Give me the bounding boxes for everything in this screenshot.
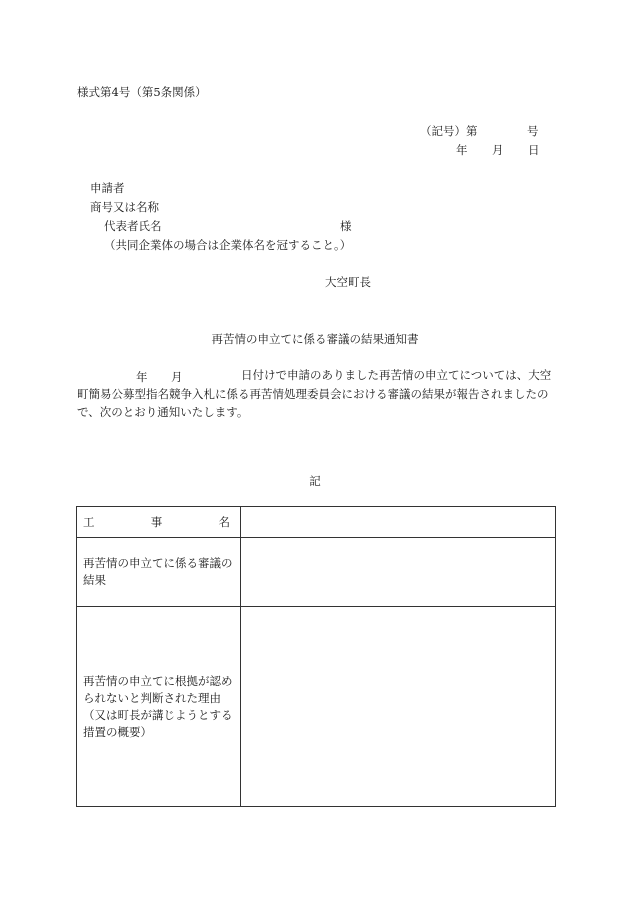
reason-value[interactable] xyxy=(241,607,556,807)
construction-name-char: 事 xyxy=(150,514,163,529)
construction-name-char: 名 xyxy=(218,514,230,529)
issue-date-day: 日 xyxy=(528,143,540,157)
table-row xyxy=(77,607,556,807)
honorific: 様 xyxy=(340,219,352,233)
construction-name-value[interactable] xyxy=(241,507,556,538)
body-text: 日付けで申請のありました再苦情の申立てについては、大空町簡易公募型指名競争入札に係る再苦情処理委員会における審議の結果が報告されましたので、次のとおり通知いたします。 xyxy=(77,368,552,420)
form-number: 様式第4号（第5条関係） xyxy=(77,85,207,99)
table-row xyxy=(77,507,556,538)
representative-label: 代表者氏名 xyxy=(104,219,162,233)
document-title: 再苦情の申立てに係る審議の結果通知書 xyxy=(211,332,419,346)
ki-heading: 記 xyxy=(309,474,321,488)
review-result-label: 再苦情の申立てに係る審議の結果 xyxy=(77,538,241,607)
applicant-label: 申請者 xyxy=(90,181,125,195)
joint-venture-note: （共同企業体の場合は企業体名を冠すること。） xyxy=(104,238,352,252)
construction-name-label xyxy=(77,507,241,538)
trade-name-label: 商号又は名称 xyxy=(90,200,159,214)
body-date-month: 月 xyxy=(171,369,183,384)
details-table xyxy=(76,506,556,807)
issue-date-year: 年 xyxy=(456,143,468,157)
sender-title: 大空町長 xyxy=(325,275,371,289)
reason-label: 再苦情の申立てに根拠が認められないと判断された理由（又は町長が講じようとする措置の概要） xyxy=(77,607,241,807)
body-paragraph xyxy=(77,366,555,422)
table-row xyxy=(77,538,556,607)
document-number-suffix: 号 xyxy=(527,124,539,138)
issue-date-month: 月 xyxy=(492,143,504,157)
body-date xyxy=(77,368,241,384)
review-result-value[interactable] xyxy=(241,538,556,607)
document-number-prefix: （記号）第 xyxy=(420,124,478,138)
body-date-year: 年 xyxy=(136,369,148,384)
construction-name-char: 工 xyxy=(83,514,95,529)
